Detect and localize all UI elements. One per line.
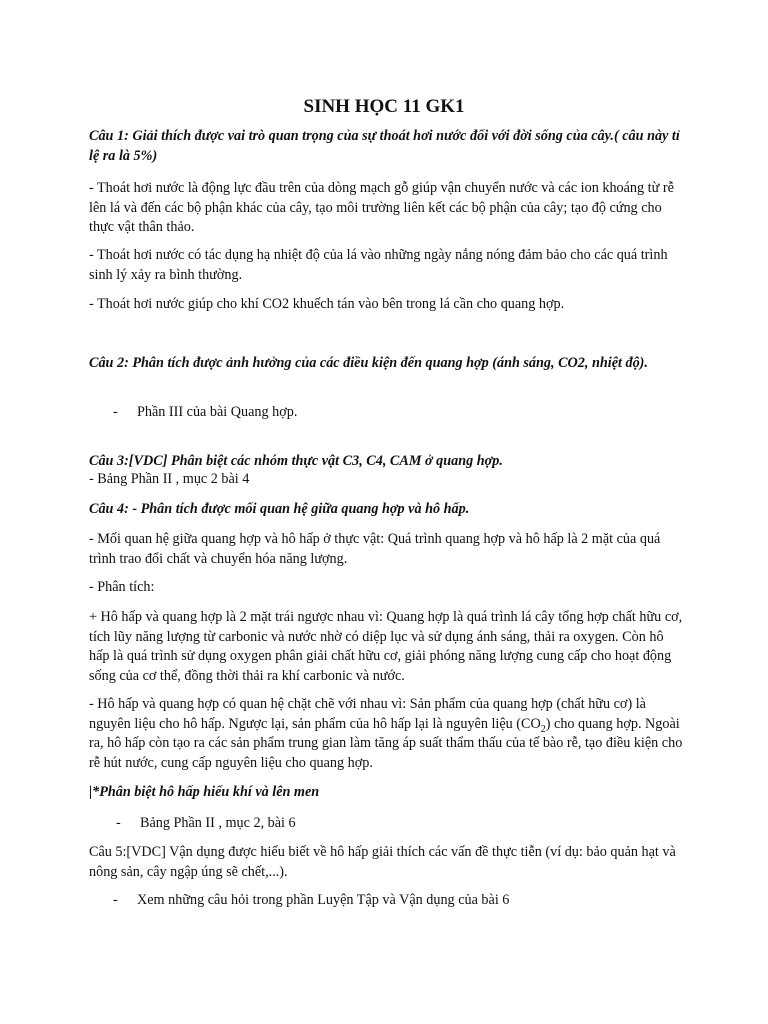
question-4-heading: Câu 4: - Phân tích được mối quan hệ giữa quang hợp và hô hấp. xyxy=(89,501,470,517)
question-2-bullet: Phần III của bài Quang hợp. xyxy=(137,404,298,420)
aerobic-bullet: Bảng Phần II , mục 2, bài 6 xyxy=(140,815,296,831)
question-4-paragraph-4 xyxy=(89,695,685,773)
question-5-bullet: Xem những câu hỏi trong phần Luyện Tập và Vận dụng của bài 6 xyxy=(137,892,510,908)
question-5-text: Câu 5:[VDC] Vận dụng được hiểu biết về hô hấp giải thích các vấn đề thực tiễn (ví dụ: bảo quản hạt và nông sản, cây ngập úng sẽ chết,...). xyxy=(89,844,676,880)
aerobic-fermentation-heading: |*Phân biệt hô hấp hiếu khí và lên men xyxy=(89,784,320,800)
question-4-paragraph-1: - Mối quan hệ giữa quang hợp và hô hấp ở thực vật: Quá trình quang hợp và hô hấp là 2 mặt của quá trình trao đổi chất và chuyển hóa năng lượng. xyxy=(89,531,661,567)
question-1-paragraph-2: - Thoát hơi nước có tác dụng hạ nhiệt độ của lá vào những ngày nắng nóng đảm bảo cho các quá trình sinh lý xảy ra bình thường. xyxy=(89,247,668,283)
question-4-paragraph-4-part-2: ) cho quang hợp. Ngoài ra, hô hấp còn tạo ra các sản phẩm trung gian làm tăng áp suất thẩm thấu của tế bào rễ, tạo điều kiện cho rễ hút nước, cung cấp nguyên liệu cho quang hợp. xyxy=(89,715,683,771)
question-1-paragraph-3: - Thoát hơi nước giúp cho khí CO2 khuếch tán vào bên trong lá cần cho quang hợp. xyxy=(89,296,565,312)
question-2-bullet-dash: - xyxy=(113,404,118,420)
document-title: SINH HỌC 11 GK1 xyxy=(303,96,465,117)
aerobic-bullet-dash: - xyxy=(116,815,121,831)
question-3-line: - Bảng Phần II , mục 2 bài 4 xyxy=(89,471,250,487)
question-1-paragraph-1: - Thoát hơi nước là động lực đầu trên của dòng mạch gỗ giúp vận chuyển nước và các ion khoáng từ rễ lên lá và đến các bộ phận khác của cây, tạo môi trường liên kết các bộ phận của cây; tạo độ cứng cho thực vật thân thảo. xyxy=(89,180,674,235)
question-2-heading: Câu 2: Phân tích được ảnh hưởng của các điều kiện đến quang hợp (ánh sáng, CO2, nhiệt độ). xyxy=(89,355,648,371)
co2-subscript: 2 xyxy=(540,723,546,735)
question-4-paragraph-4-part-1: - Hô hấp và quang hợp có quan hệ chặt chẽ với nhau vì: Sản phẩm của quang hợp (chất hữu cơ) là nguyên liệu cho hô hấp. Ngược lại, sản phẩm của hô hấp lại là nguyên liệu (CO xyxy=(89,696,646,732)
question-4-paragraph-3: + Hô hấp và quang hợp là 2 mặt trái ngược nhau vì: Quang hợp là quá trình lá cây tổng hợp chất hữu cơ, tích lũy năng lượng từ carbonic và nước nhờ có diệp lục và sử dụng ánh sáng, thải ra oxygen. Còn hô hấp là quá trình sử dụng oxygen phân giải chất hữu cơ, giải phóng năng lượng cung cấp cho hoạt động sống của cơ thể, đồng thời thải ra khí carbonic và nước. xyxy=(89,609,683,684)
question-4-paragraph-2: - Phân tích: xyxy=(89,579,155,595)
question-3-heading: Câu 3:[VDC] Phân biệt các nhóm thực vật C3, C4, CAM ở quang hợp. xyxy=(89,453,503,469)
question-5-bullet-dash: - xyxy=(113,892,118,908)
question-1-heading: Câu 1: Giải thích được vai trò quan trọng của sự thoát hơi nước đối với đời sống của cây.( câu này tỉ lệ ra là 5%) xyxy=(89,128,680,164)
